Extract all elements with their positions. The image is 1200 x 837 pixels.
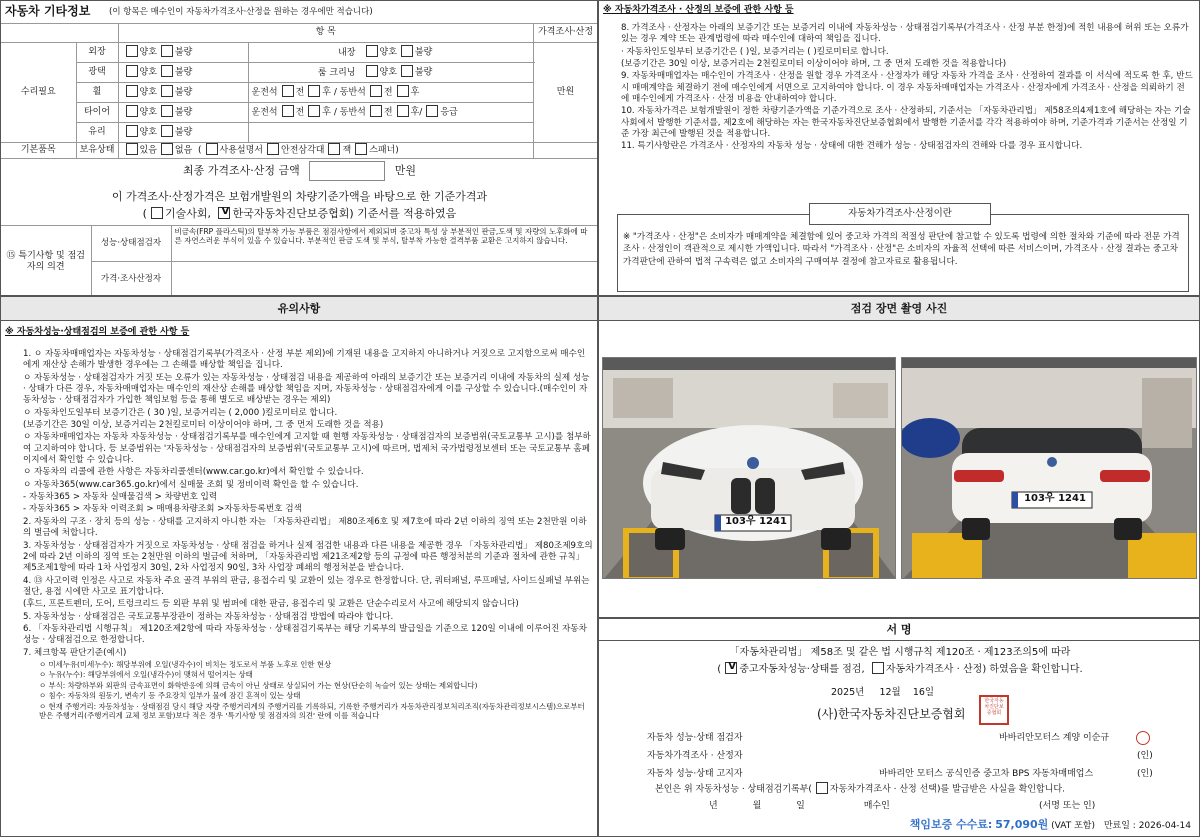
room-bad-checkbox[interactable] (401, 65, 413, 77)
opt-bad: 불량 (174, 107, 193, 118)
opt-good: 양호 (139, 127, 157, 138)
pw-item: 10. 자동차가격은 보험개발원이 정한 차량기준가액을 기준가격으로 조사 · 산정하되, 기준서는 「자동차관리법」 제58조의4제1호에 해당하는 자는 기술사회에서 발행한 기준서를, 제2호에 해당하는 자는 한국자동차진단보증협회에서 발행한 기준서를 각각 적용하여야 하며, 기준가격과 기준서는 산정일 기준 가장 최근에 발행된 것을 적용합니다. (621, 106, 1191, 140)
basis-opt1: 기술사회 (164, 207, 208, 220)
opt-bad: 불량 (174, 127, 193, 138)
notes-item: ㅇ 자동차매매업자는 자동차 자동차성능 · 상태점검기록부를 매수인에게 고지할 때 현행 자동차성능 · 상태점검자의 보증범위(국토교통부 고시)를 첨부하여 고지하여야 합니다. 등 보증범위는 '자동차성능 · 상태점검자의 보증범위'(국토교통부 고시)에 따르며, 법제처 국가법령정보센터 또는 국토교통부 홈페이지에서 확인할 수 있습니다. (23, 432, 591, 466)
signature-header: 서 명 (599, 619, 1199, 641)
basis-tail: 기준서를 적용하였음 (357, 207, 457, 220)
row-interior: 내장 (338, 47, 356, 58)
none-checkbox[interactable] (161, 143, 173, 155)
receipt-pre: 본인은 위 자동차성능 · 상태점검기록부( (655, 784, 812, 795)
notes-item: ㅇ 자동차인도일부터 보증기간은 ( 30 )일, 보증거리는 ( 2,000 )킬로미터로 합니다. (23, 407, 338, 418)
passenger-side: / 동반석 (333, 87, 366, 98)
wheel-pass-rear-checkbox[interactable] (397, 85, 409, 97)
buyer-month: 월 (752, 801, 762, 811)
opt-bad: 불량 (174, 47, 193, 58)
inspector-label: 성능·상태점검자 (91, 226, 171, 262)
receipt-post: 자동차가격조사 · 산정 선택)를 발급받은 사실을 확인합니다. (829, 784, 1065, 795)
special-label: ⑮ 특기사항 및 점검자의 의견 (1, 226, 91, 297)
wheel-bad-checkbox[interactable] (161, 85, 173, 97)
manual: 사용설명서 (219, 145, 263, 156)
sig-receipt (655, 783, 1065, 796)
notes-item: 2. 자동차의 구조 · 장치 등의 성능 · 상태를 고지하지 아니한 자는 「자동차관리법」 제80조제6호 및 제7호에 따라 2년 이하의 징역 또는 2천만원 이하의 벌금에 처합니다. (23, 516, 587, 539)
front-car-image (603, 358, 896, 579)
sig-opt2-checkbox[interactable] (872, 662, 884, 674)
sig-year: 2025년 (831, 687, 865, 698)
sig-opt1-checkbox[interactable] (725, 662, 737, 674)
fee-value: 57,090원 (995, 818, 1049, 831)
photos-header: 점검 장면 촬영 사진 (599, 297, 1199, 321)
spanner-checkbox[interactable] (355, 143, 367, 155)
notes-item: 3. 자동차성능 · 상태점검자가 거짓으로 자동차성능 · 상태 점검을 하거나 실제 점검한 내용과 다른 내용을 제공한 경우 「자동차관리법」 제80조제9호의2에 따라 2년 이하의 징역 또는 2천만원 이하의 벌금에 처하며, 「자동차관리법 제21조제2항 등의 규정에 따른 행정처분의 기준과 절차에 관한 규칙」 제5조제1항에 따라 1차 사업정지 30일, 2차 사업정지 90일, 3차 사업장 폐쇄의 행정처분을 받습니다. (23, 540, 593, 574)
spanner: 스패너 (369, 145, 396, 156)
sig-rows (647, 729, 1187, 783)
front-plate: 103우 1241 (725, 516, 787, 527)
opt-bad: 불량 (174, 67, 193, 78)
notes-small-item: ㅇ 침수: 자동차의 원동기, 변속기 등 주요장치 일부가 물에 잠긴 흔적이 있는 상태 (39, 691, 301, 701)
final-price-field[interactable] (309, 161, 385, 181)
row-room-clean: 룸 크리닝 (317, 67, 356, 78)
sig-line2: (V 중고자동차성능·상태를 점검, 자동차가격조사 · 산정) 하였음을 확인합니다. (599, 663, 1200, 677)
front: 전 (383, 107, 393, 118)
rear: 후 (410, 87, 420, 98)
wheel-good-checkbox[interactable] (126, 85, 138, 97)
basis-options: ( 기술사회, V한국자동차진단보증협회) 기준서를 적용하였음 (1, 207, 598, 221)
other-info-note: (이 항목은 매수인이 자동차가격조사·산정을 원하는 경우에만 적습니다) (109, 7, 373, 17)
tire-good-checkbox[interactable] (126, 105, 138, 117)
rear-plate: 103우 1241 (1024, 493, 1086, 504)
price-warranty-panel (598, 0, 1200, 296)
sig-day: 16일 (912, 687, 935, 698)
pw-item: 8. 가격조사 · 산정자는 아래의 보증기간 또는 보증거리 이내에 자동차성능 · 상태점검기록부(가격조사 · 산정 부분 한정)에 적힌 내용에 허위 또는 오류가 있는 경우 계약 또는 관계법령에 따라 매수인에 대하여 책임을 집니다. (621, 23, 1189, 45)
notes-small-item: ㅇ 미세누유(미세누수): 해당부위에 오일(냉각수)이 비치는 정도로서 부품 노후로 인한 현상 (39, 659, 332, 669)
front: 전 (383, 87, 393, 98)
notes-item: ㅇ 자동차의 리콜에 관한 사항은 자동차리콜센터(www.car.go.kr)에서 확인할 수 있습니다. (23, 467, 364, 478)
sig-association: (사)한국자동차진단보증협회 (817, 707, 966, 721)
notes-small-item: ㅇ 누유(누수): 해당부위에서 오일(냉각수)이 맺혀서 떨어지는 상태 (39, 670, 253, 680)
wheel-pass-front-checkbox[interactable] (370, 85, 382, 97)
tire-bad-checkbox[interactable] (161, 105, 173, 117)
rear: 후 (410, 107, 420, 118)
basis-opt1-checkbox[interactable] (151, 207, 163, 219)
price-warranty-heading: ※ 자동차가격조사 · 산정의 보증에 관한 사항 등 (603, 5, 794, 15)
notes-item: 7. 체크항목 판단기준(예시) (23, 647, 127, 658)
expiry-date: 만료일 : 2026-04-14 (1103, 821, 1191, 831)
opt-bad: 불량 (414, 47, 433, 58)
sig-opt1: 중고자동차성능·상태를 점검, (739, 664, 865, 675)
sig-row-label: 자동차 성능·상태 점검자 (647, 733, 743, 743)
pricer-label: 가격·조사산정자 (91, 262, 171, 297)
definition-title: 자동차가격조사·산정이란 (809, 203, 991, 225)
manual-checkbox[interactable] (206, 143, 218, 155)
sig-row-tail: (인) (1137, 751, 1153, 761)
tire-driver-front-checkbox[interactable] (282, 105, 294, 117)
fee-row (910, 818, 1191, 832)
glass-good-checkbox[interactable] (126, 125, 138, 137)
final-price-unit: 만원 (394, 164, 416, 177)
opt-bad: 불량 (174, 87, 193, 98)
notes-small-item: ㅇ 현재 주행거리: 자동차성능 · 상태점검 당시 해당 자량 주행거리계의 주행거리를 기록하되, 기록한 주행거리가 자동차관리정보처리조직(자동차관리정보시스템)으로부터 받은 주행거리(주행거리계 교체 정보 포함)보다 적은 경우 '특기사항 및 점검자의 의견' 란에 이를 적습니다 (39, 701, 585, 721)
photos-panel (598, 296, 1200, 618)
tire-pass-front-checkbox[interactable] (370, 105, 382, 117)
basic-label: 기본품목 (1, 143, 76, 159)
fee-label: 책임보증 수수료: (909, 818, 993, 831)
opt-good: 양호 (139, 67, 157, 78)
notes-item: ㅇ 자동차365(www.car365.go.kr)에서 실매물 조회 및 정비이력 확인을 할 수 있습니다. (23, 479, 359, 490)
other-info-table: 항 목 가격조사·산정 수리필요 외장 양호 불량 내장 양호 불량 만원 광택 양호 불량 룸 크리닝 양호 불량 휠 양호 불량 운전석 전 후 / 동반석 전 후 타이어 양호 불량 운전석 전 후 / 동반석 전 후/ 응급 유리 양호 불량 기본품목 보유상태 있음 없음 ( 사용설명서 안전삼각대 잭 스패너) (1, 23, 598, 159)
sig-row-label: 자동차 성능·상태 고지자 (647, 769, 743, 779)
sig-row-value: 바바리안모터스 계양 이순규 (999, 733, 1110, 743)
inspector-text: 비금속(FRP 플라스틱)의 탈부착 가능 부품은 점검사항에서 제외되며 중고차 특성 상 부분적인 판금,도색 및 자량의 노후화에 따른 자연스러운 부식이 있을 수 있습니다. 부분적인 판금 도색 및 부식, 탈부착 가능한 결격부품 교환은 고지하지 않습니다. (171, 226, 598, 262)
room-good-checkbox[interactable] (366, 65, 378, 77)
row-exterior: 외장 (76, 43, 118, 63)
other-info-panel (0, 0, 598, 296)
interior-bad-checkbox[interactable] (401, 45, 413, 57)
signature-panel (598, 618, 1200, 837)
row-possession: 보유상태 (76, 143, 118, 159)
notes-small-list (23, 660, 593, 721)
opt-good: 양호 (379, 47, 397, 58)
triangle-checkbox[interactable] (267, 143, 279, 155)
buyer-sign: (서명 또는 인) (1039, 801, 1096, 811)
opt-good: 양호 (139, 87, 157, 98)
notes-item: 6. 「자동차관리법 시행규칙」 제120조제2항에 따라 자동차성능 · 상태점검기록부는 해당 기록부의 발급일을 기준으로 120일 이내에 이루어진 자동차 성능 · 상태점검으로 한정합니다. (23, 623, 587, 646)
final-price-row (1, 161, 598, 181)
buyer-label: 매수인 (863, 801, 890, 811)
opt-good: 양호 (139, 107, 157, 118)
pw-item: (보증기간은 30일 이상, 보증거리는 2천킬로미터 이상이어야 하며, 그 중 먼저 도래한 것을 적용합니다) (621, 59, 1007, 70)
sig-buyer-row (709, 801, 1189, 812)
notes-item: 1. ㅇ 자동차매매업자는 자동차성능 · 상태점검기록부(가격조사 · 산정 부분 제외)에 기재된 내용을 고지하지 아니하거나 거짓으로 고지함으로써 매수인에게 재산상 손해가 발생한 경우에는 그 손해를 배상할 책임을 집니다. (23, 349, 586, 371)
sig-opt2: 자동차가격조사 · 산정) 하였음을 확인합니다. (885, 664, 1083, 675)
row-tire: 타이어 (76, 103, 118, 123)
sig-row-value: 바바리안 모터스 공식인증 중고차 BPS 자동차매매업스 (879, 769, 1094, 779)
gloss-bad-checkbox[interactable] (161, 65, 173, 77)
jack-checkbox[interactable] (328, 143, 340, 155)
notes-item: - 자동차365 > 자동차 이력조회 > 매매용차량조회 >자동차등록번호 검색 (23, 504, 302, 515)
have: 있음 (139, 145, 157, 156)
notes-item: (보증기간은 30일 이상, 보증거리는 2천킬로미터 이상이어야 하며, 그 중 먼저 도래한 것을 적용) (23, 420, 384, 431)
col-item: 항 목 (118, 24, 534, 43)
tire-pass-rear-checkbox[interactable] (397, 105, 409, 117)
row-wheel: 휠 (76, 83, 118, 103)
basis-opt2: 한국자동차진단보증협회 (232, 207, 350, 220)
front: 전 (295, 107, 305, 118)
notes-item: 4. ⑬ 사고이력 인정은 사고로 자동차 주요 골격 부위의 판금, 용접수리 및 교환이 있는 경우로 한정합니다. 단, 쿼터패널, 루프패널, 사이드실패널 부위는 절단, 용접 시에만 사고로 표기합니다. (23, 575, 590, 597)
notes-item: ㅇ 자동차성능 · 상태점검자가 거짓 또는 오류가 있는 자동차성능 · 상태점검 내용을 제공하여 아래의 보증기간 또는 보증거리 이내에 자동차의 실제 성능 · 상태가 다른 경우, 자동차매매업자는 매수인의 재산상 손해를 배상할 책임을 지며, 자동차성능 · 상태점검자에게 이를 구상할 수 있습니다.(매수인이 자동차성능 · 상태점검자가 가입한 책임보험 등을 통해 별도로 배상받는 경우는 제외) (23, 372, 590, 406)
sig-row-inspector (647, 729, 1187, 747)
pw-item: · 자동차인도일부터 보증기간은 ( )일, 보증거리는 ( )킬로미터로 합니다. (621, 46, 889, 57)
wheel-driver-rear-checkbox[interactable] (308, 85, 320, 97)
price-warranty-list (621, 23, 1193, 154)
notes-list (23, 349, 593, 722)
buyer-day: 일 (796, 801, 805, 811)
sig-row-pricer (647, 747, 1187, 765)
pw-item: 11. 특기사항란은 가격조사 · 산정자의 자동차 성능 · 상태에 대한 견해가 성능 · 상태점검자의 견해와 다를 경우 표시합니다. (621, 141, 1083, 152)
final-price-label: 최종 가격조사·산정 금액 (182, 164, 300, 177)
col-price: 가격조사·산정 (534, 24, 598, 43)
basis-opt2-checkbox[interactable] (218, 207, 230, 219)
interior-good-checkbox[interactable] (366, 45, 378, 57)
definition-text: ※ "가격조사 · 산정"은 소비자가 매매계약을 체결함에 있어 중고차 가격의 적절성 판단에 참고할 수 있도록 법령에 의한 절차와 기준에 따라 전문 가격조사 · 산정인이 객관적으로 제시한 가액입니다. 따라서 "가격조사 · 산정"은 소비자의 자율적 선택에 따른 서비스이며, 가격조사 · 산정 결과는 중고차 가격판단에 관하여 법적 구속력은 없고 소비자의 구매여부 결정에 참고자료로 활용됩니다. (623, 232, 1180, 267)
exterior-good-checkbox[interactable] (126, 45, 138, 57)
basis-line: 이 가격조사·산정가격은 보험개발원의 차량기준가액을 바탕으로 한 기준가격과 (111, 190, 488, 203)
notes-panel (0, 296, 598, 837)
fee-vat: (VAT 포함) (1051, 821, 1095, 831)
notes-item: 5. 자동차성능 · 상태점검은 국토교통부장관이 정하는 자동차성능 · 상태점검 방법에 따라야 합니다. (23, 611, 394, 622)
row-gloss: 광택 (76, 63, 118, 83)
notes-heading: ※ 자동차성능·상태점검의 보증에 관한 사항 등 (5, 327, 190, 337)
sig-month: 12월 (879, 687, 901, 698)
notes-item: - 자동차365 > 자동차 실매물검색 > 차량번호 입력 (23, 492, 218, 503)
front-photo (602, 357, 896, 579)
have-checkbox[interactable] (126, 143, 138, 155)
unit-manwon: 만원 (534, 43, 598, 143)
driver-side: 운전석 (251, 107, 278, 118)
row-glass: 유리 (76, 123, 118, 143)
sig-row-label: 자동차가격조사 · 산정자 (647, 751, 743, 761)
sig-row-tail: (인) (1137, 769, 1153, 779)
glass-bad-checkbox[interactable] (161, 125, 173, 137)
opt-bad: 불량 (414, 67, 433, 78)
receipt-checkbox[interactable] (816, 782, 828, 794)
rear: 후 (322, 107, 331, 118)
sig-row-notifier (647, 765, 1187, 783)
emergency: 응급 (440, 107, 458, 118)
special-table (1, 225, 598, 296)
none: 없음 (174, 145, 193, 156)
exterior-bad-checkbox[interactable] (161, 45, 173, 57)
gloss-good-checkbox[interactable] (126, 65, 138, 77)
sig-date (831, 687, 934, 699)
driver-side: 운전석 (251, 87, 278, 98)
wheel-driver-front-checkbox[interactable] (282, 85, 294, 97)
association-seal: 한국자동차진단보증협회 (979, 695, 1009, 725)
notes-item: (후드, 프론트펜더, 도어, 트렁크리드 등 외판 부위 및 범퍼에 대한 판금, 용접수리 및 교환은 단순수리로서 사고에 해당되지 않습니다) (23, 599, 519, 610)
pw-item: 9. 자동차매매업자는 매수인이 가격조사 · 산정을 원할 경우 가격조사 · 산정자가 해당 자동차 가격을 조사 · 산정하여 결과를 이 서식에 적도록 한 후, 반드시 매매계약을 체결하기 전에 매수인에게 서면으로 고지하여야 합니다. 이 경우 자동차매매업자는 가격조사 · 산정자에게 가격조사 · 산정을 의뢰하기 전에 매수인에게 가격조사 · 산정 비용을 안내하여야 합니다. (621, 71, 1193, 105)
passenger-side: / 동반석 (333, 107, 366, 118)
notes-small-item: ㅇ 부식: 차량하부와 외판의 금속표면이 화학반응에 의해 금속이 아닌 상태로 상실되어 가는 현상(단순히 녹슬어 있는 상태는 제외합니다) (39, 680, 478, 690)
front: 전 (295, 87, 305, 98)
rear: 후 (322, 87, 331, 98)
buyer-year: 년 (709, 801, 718, 811)
sig-line1: 「자동차관리법」 제58조 및 같은 법 시행규칙 제120조 · 제123조의5에 따라 (729, 647, 1071, 658)
jack: 잭 (342, 145, 352, 156)
inspector-stamp-icon (1136, 731, 1150, 745)
opt-good: 양호 (379, 67, 397, 78)
repair-label: 수리필요 (1, 43, 76, 143)
tire-emergency-checkbox[interactable] (426, 105, 438, 117)
rear-photo (901, 357, 1197, 579)
tire-driver-rear-checkbox[interactable] (308, 105, 320, 117)
triangle: 안전삼각대 (281, 145, 325, 156)
notes-header: 유의사항 (1, 297, 597, 321)
other-info-title: 자동차 기타정보 (5, 4, 91, 18)
rear-car-image (902, 358, 1197, 579)
opt-good: 양호 (139, 47, 157, 58)
